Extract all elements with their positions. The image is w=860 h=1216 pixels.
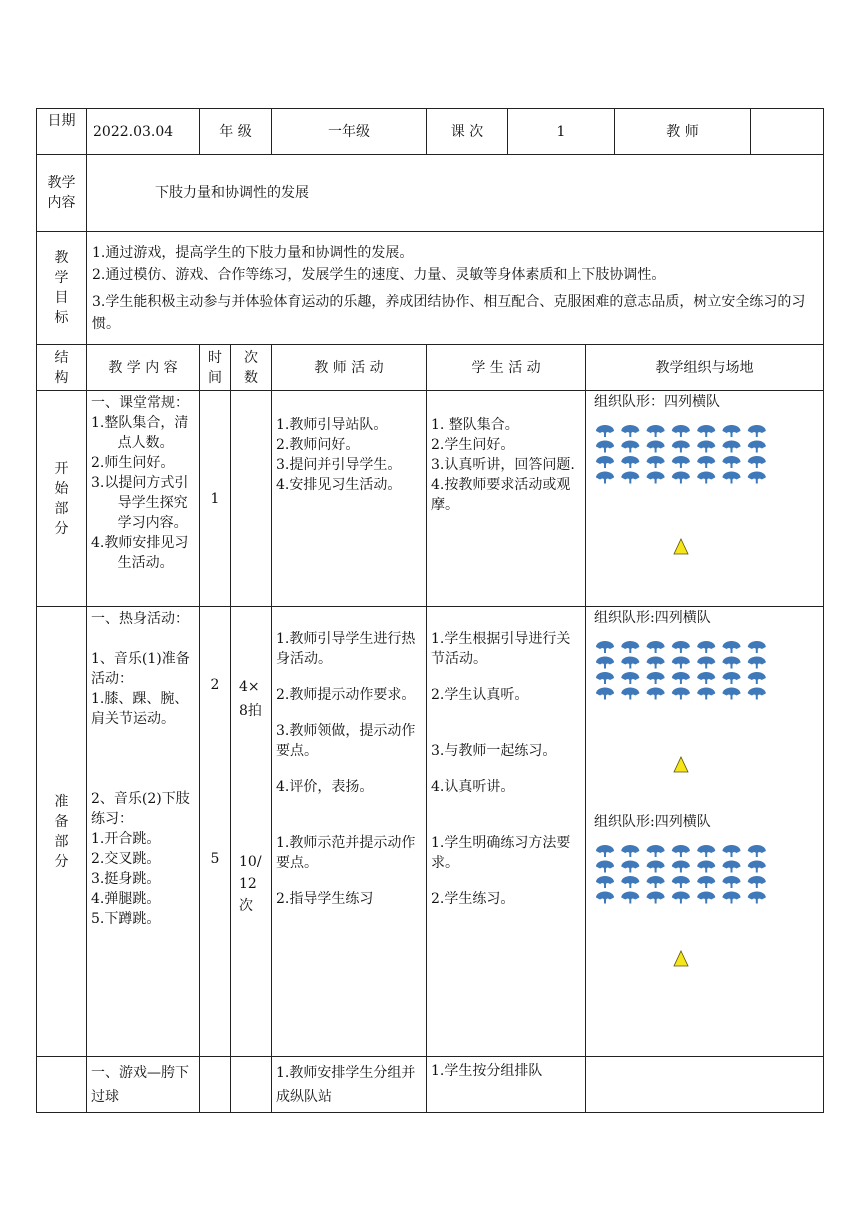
student-fan-icon xyxy=(596,641,614,653)
student-fan-icon xyxy=(672,472,690,484)
prep-student-line: 2.学生练习。 xyxy=(431,891,515,907)
prep-teacher-line: 2.指导学生练习 xyxy=(276,891,374,907)
student-fan-icon xyxy=(621,657,639,669)
prep-time-b: 5 xyxy=(210,851,220,867)
student-fan-icon xyxy=(621,641,639,653)
start-time: 1 xyxy=(200,391,231,607)
student-fan-icon xyxy=(723,876,741,888)
prep-count-b: 10/12次 xyxy=(239,854,262,914)
student-fan-icon xyxy=(647,456,665,468)
start-teacher-line: 4.安排见习生活动。 xyxy=(276,477,402,493)
student-fan-icon xyxy=(723,688,741,700)
prep-student-line: 4.认真听讲。 xyxy=(431,779,515,795)
prep-org xyxy=(586,607,824,1057)
student-fan-icon xyxy=(672,845,690,857)
lesson-value: 1 xyxy=(508,109,615,155)
student-fan-icon xyxy=(672,441,690,453)
prep-content-line: 5.下蹲跳。 xyxy=(91,911,161,927)
student-fan-icon xyxy=(596,845,614,857)
student-fan-icon xyxy=(621,472,639,484)
student-fan-icon xyxy=(672,641,690,653)
student-fan-icon xyxy=(672,892,690,904)
student-fan-icon xyxy=(647,876,665,888)
student-fan-icon xyxy=(697,425,715,437)
start-student-line: 1. 整队集合。 xyxy=(431,417,519,433)
student-fan-icon xyxy=(697,876,715,888)
grade-label: 年 级 xyxy=(200,109,272,155)
start-content-line: 4.教师安排见习生活动。 xyxy=(91,535,189,571)
student-fan-icon xyxy=(672,672,690,684)
student-fan-icon xyxy=(748,672,766,684)
game-section-label xyxy=(37,1057,87,1113)
start-teacher-line: 3.提问并引导学生。 xyxy=(276,457,402,473)
start-student-line: 2.学生问好。 xyxy=(431,437,515,453)
student-fan-icon xyxy=(596,472,614,484)
teacher-triangle-icon xyxy=(674,951,688,966)
col-student: 学 生 活 动 xyxy=(427,345,586,391)
prep-student-line: 3.与教师一起练习。 xyxy=(431,743,557,759)
student-fan-icon xyxy=(596,672,614,684)
prep-section-label: 准备部分 xyxy=(37,607,87,1057)
col-count: 次数 xyxy=(231,345,272,391)
prep-content-line: 1、音乐(1)准备活动： xyxy=(91,651,190,687)
game-time xyxy=(200,1057,231,1113)
goals-label: 教学目标 xyxy=(37,232,87,345)
goal-item: 1.通过游戏，提高学生的下肢力量和协调性的发展。 xyxy=(92,244,414,261)
student-fan-icon xyxy=(697,456,715,468)
prep-time-a: 2 xyxy=(210,677,220,693)
start-section-label: 开始部分 xyxy=(37,391,87,607)
teacher-label: 教 师 xyxy=(615,109,751,155)
student-fan-icon xyxy=(723,441,741,453)
date-value: 2022.03.04 xyxy=(87,109,200,155)
student-fan-icon xyxy=(672,456,690,468)
prep-org-label-2: 组织队形:四列横队 xyxy=(594,814,711,830)
start-content xyxy=(87,391,200,607)
prep-count xyxy=(231,607,272,1057)
student-fan-icon xyxy=(697,641,715,653)
student-fan-icon xyxy=(621,861,639,873)
prep-student xyxy=(427,607,586,1057)
start-content-line: 一、课堂常规： xyxy=(91,395,189,411)
content-label: 教学内容 xyxy=(37,155,87,232)
student-fan-icon xyxy=(697,892,715,904)
teacher-triangle-icon xyxy=(674,757,688,772)
prep-teacher-line: 1.教师引导学生进行热身活动。 xyxy=(276,631,416,667)
col-content: 教 学 内 容 xyxy=(87,345,200,391)
student-fan-icon xyxy=(748,688,766,700)
student-fan-icon xyxy=(621,876,639,888)
game-content: 一、游戏—胯下过球 xyxy=(87,1057,200,1113)
student-fan-icon xyxy=(647,845,665,857)
goal-item: 2.通过模仿、游戏、合作等练习，发展学生的速度、力量、灵敏等身体素质和上下肢协调性。 xyxy=(92,266,666,283)
formation-diagram xyxy=(586,832,819,1002)
student-fan-icon xyxy=(748,876,766,888)
student-fan-icon xyxy=(723,861,741,873)
student-fan-icon xyxy=(697,861,715,873)
start-org xyxy=(586,391,824,607)
student-fan-icon xyxy=(748,641,766,653)
lesson-label: 课 次 xyxy=(427,109,508,155)
start-student-line: 4.按教师要求活动或观摩。 xyxy=(431,477,571,513)
prep-teacher xyxy=(272,607,427,1057)
start-content-line: 2.师生问好。 xyxy=(91,455,175,471)
student-fan-icon xyxy=(672,657,690,669)
student-fan-icon xyxy=(748,845,766,857)
formation-diagram xyxy=(586,628,819,806)
student-fan-icon xyxy=(596,892,614,904)
student-fan-icon xyxy=(723,892,741,904)
game-teacher: 1.教师安排学生分组并成纵队站 xyxy=(272,1057,427,1113)
col-structure: 结构 xyxy=(37,345,87,391)
student-fan-icon xyxy=(697,672,715,684)
prep-time xyxy=(200,607,231,1057)
prep-content-line: 1.膝、踝、腕、肩关节运动。 xyxy=(91,691,189,727)
game-count xyxy=(231,1057,272,1113)
student-fan-icon xyxy=(748,472,766,484)
student-fan-icon xyxy=(621,441,639,453)
start-content-line: 1.整队集合，清点人数。 xyxy=(91,415,189,451)
goals-list xyxy=(87,232,824,345)
student-fan-icon xyxy=(647,425,665,437)
student-fan-icon xyxy=(672,876,690,888)
col-teacher: 教 师 活 动 xyxy=(272,345,427,391)
student-fan-icon xyxy=(621,892,639,904)
student-fan-icon xyxy=(647,672,665,684)
prep-teacher-line: 3.教师领做，提示动作要点。 xyxy=(276,723,416,759)
student-fan-icon xyxy=(621,456,639,468)
student-fan-icon xyxy=(748,441,766,453)
student-fan-icon xyxy=(596,425,614,437)
prep-content-line: 1.开合跳。 xyxy=(91,831,161,847)
student-fan-icon xyxy=(672,861,690,873)
student-fan-icon xyxy=(723,672,741,684)
student-fan-icon xyxy=(672,688,690,700)
student-fan-icon xyxy=(621,672,639,684)
student-fan-icon xyxy=(748,861,766,873)
student-fan-icon xyxy=(596,441,614,453)
student-fan-icon xyxy=(723,456,741,468)
start-teacher xyxy=(272,391,427,607)
col-org: 教学组织与场地 xyxy=(586,345,824,391)
student-fan-icon xyxy=(748,657,766,669)
student-fan-icon xyxy=(697,441,715,453)
start-count xyxy=(231,391,272,607)
student-fan-icon xyxy=(697,845,715,857)
teacher-value xyxy=(751,109,824,155)
teacher-triangle-icon xyxy=(674,539,688,554)
grade-value: 一年级 xyxy=(272,109,427,155)
student-fan-icon xyxy=(647,441,665,453)
student-fan-icon xyxy=(697,688,715,700)
prep-content-line: 2.交叉跳。 xyxy=(91,851,161,867)
formation-diagram xyxy=(586,412,819,584)
student-fan-icon xyxy=(748,425,766,437)
prep-teacher-line: 2.教师提示动作要求。 xyxy=(276,687,416,703)
student-fan-icon xyxy=(647,688,665,700)
student-fan-icon xyxy=(748,892,766,904)
game-org xyxy=(586,1057,824,1113)
start-teacher-line: 1.教师引导站队。 xyxy=(276,417,388,433)
student-fan-icon xyxy=(647,861,665,873)
prep-content xyxy=(87,607,200,1057)
prep-content-line: 2、音乐(2)下肢练习： xyxy=(91,791,190,827)
student-fan-icon xyxy=(697,657,715,669)
student-fan-icon xyxy=(596,861,614,873)
student-fan-icon xyxy=(647,641,665,653)
start-student xyxy=(427,391,586,607)
student-fan-icon xyxy=(723,472,741,484)
content-value: 下肢力量和协调性的发展 xyxy=(87,155,824,232)
prep-student-line: 1.学生根据引导进行关节活动。 xyxy=(431,631,571,667)
student-fan-icon xyxy=(621,425,639,437)
student-fan-icon xyxy=(672,425,690,437)
student-fan-icon xyxy=(748,456,766,468)
prep-org-label-1: 组织队形:四列横队 xyxy=(594,610,711,626)
student-fan-icon xyxy=(723,641,741,653)
start-student-line: 3.认真听讲，回答问题. xyxy=(431,457,575,473)
student-fan-icon xyxy=(647,657,665,669)
prep-student-line: 2.学生认真听。 xyxy=(431,687,529,703)
prep-count-a: 4×8拍 xyxy=(239,679,262,719)
col-time: 时间 xyxy=(200,345,231,391)
prep-student-line: 1.学生明确练习方法要求。 xyxy=(431,835,571,871)
student-fan-icon xyxy=(596,456,614,468)
lesson-plan-table xyxy=(36,108,824,1113)
student-fan-icon xyxy=(596,657,614,669)
start-teacher-line: 2.教师问好。 xyxy=(276,437,360,453)
student-fan-icon xyxy=(621,845,639,857)
prep-content-line: 3.挺身跳。 xyxy=(91,871,161,887)
student-fan-icon xyxy=(723,657,741,669)
goal-item: 3.学生能积极主动参与并体验体育运动的乐趣，养成团结协作、相互配合、克服困难的意志品质，树立安全练习的习惯。 xyxy=(92,293,806,332)
student-fan-icon xyxy=(596,876,614,888)
prep-teacher-line: 4.评价，表扬。 xyxy=(276,779,374,795)
start-org-label: 组织队形：四列横队 xyxy=(594,394,720,410)
student-fan-icon xyxy=(596,688,614,700)
student-fan-icon xyxy=(723,845,741,857)
prep-content-line: 一、热身活动： xyxy=(91,611,189,627)
student-fan-icon xyxy=(621,688,639,700)
student-fan-icon xyxy=(697,472,715,484)
start-content-line: 3.以提问方式引导学生探究学习内容。 xyxy=(91,475,189,531)
game-student: 1.学生按分组排队 xyxy=(427,1057,586,1113)
date-label: 日期 xyxy=(37,109,87,155)
prep-content-line: 4.弹腿跳。 xyxy=(91,891,161,907)
student-fan-icon xyxy=(723,425,741,437)
student-fan-icon xyxy=(647,472,665,484)
prep-teacher-line: 1.教师示范并提示动作要点。 xyxy=(276,835,416,871)
student-fan-icon xyxy=(647,892,665,904)
